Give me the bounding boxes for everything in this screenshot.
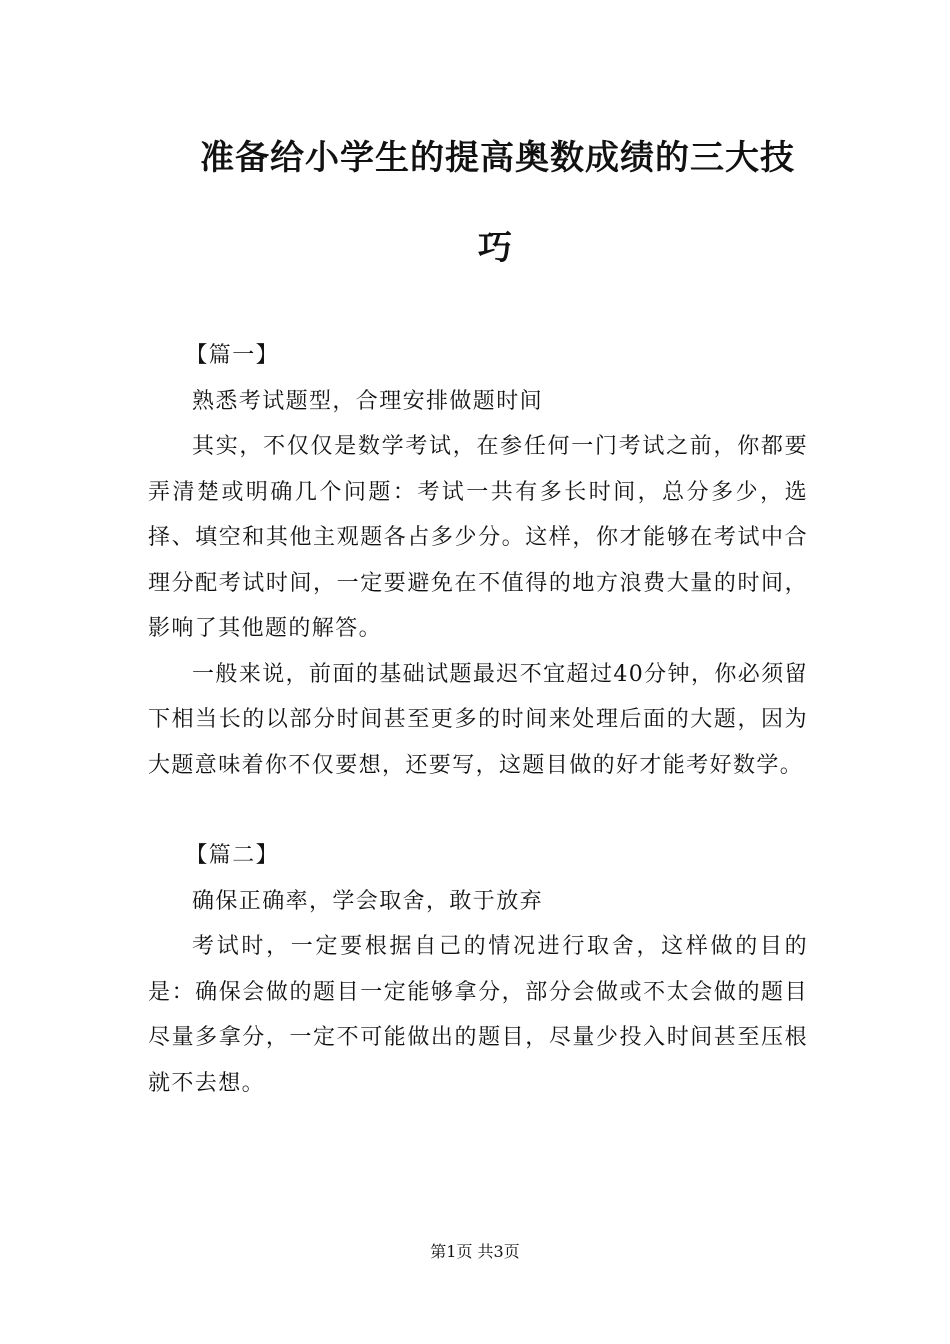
section-spacer	[148, 788, 808, 833]
document-title-line-2: 巧	[478, 228, 513, 268]
page-footer: 第1页 共3页	[430, 1242, 520, 1261]
section-1-heading: 【篇一】	[185, 343, 279, 368]
section-1-paragraph-2: 一般来说，前面的基础试题最迟不宜超过40分钟，你必须留下相当长的以部分时间甚至更多的时间来处理后面的大题，因为大题意味着你不仅要想，还要写，这题目做的好才能考好数学。	[148, 661, 808, 778]
document-title-line-1: 准备给小学生的提高奥数成绩的三大技	[200, 138, 795, 178]
section-2-subtitle: 确保正确率，学会取舍，敢于放弃	[192, 888, 544, 914]
section-2-heading: 【篇二】	[185, 843, 279, 868]
document-body	[148, 333, 808, 1106]
section-1-subtitle: 熟悉考试题型，合理安排做题时间	[192, 388, 544, 414]
section-2-paragraph-1: 考试时，一定要根据自己的情况进行取舍，这样做的目的是：确保会做的题目一定能够拿分，部分会做或不太会做的题目尽量多拿分，一定不可能做出的题目，尽量少投入时间甚至压根就不去想。	[148, 934, 808, 1096]
section-1-paragraph-1: 其实，不仅仅是数学考试，在参任何一门考试之前，你都要弄清楚或明确几个问题：考试一共有多长时间，总分多少，选择、填空和其他主观题各占多少分。这样，你才能够在考试中合理分配考试时间，一定要避免在不值得的地方浪费大量的时间，影响了其他题的解答。	[148, 434, 808, 641]
